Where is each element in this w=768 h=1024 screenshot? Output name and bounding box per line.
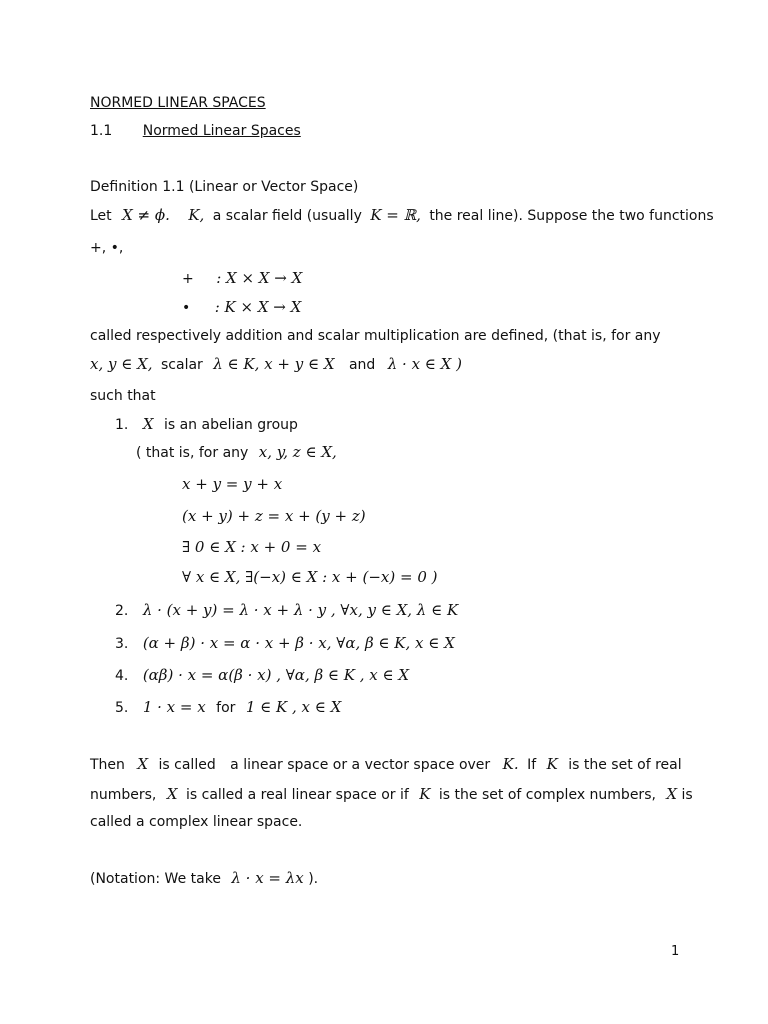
- x-nonempty: X ≠ ϕ.: [122, 206, 170, 224]
- scalar-mult-map: [182, 297, 301, 318]
- notation-math: λ · x = λx: [231, 869, 304, 887]
- axiom-item-5: [115, 697, 341, 718]
- then-line-3: called a complex linear space.: [90, 814, 303, 830]
- page-number: 1: [671, 944, 680, 959]
- notation-close: ).: [308, 871, 319, 887]
- closure-scalar-word: scalar: [161, 357, 203, 373]
- closure-sum: λ ∈ K, x + y ∈ X: [213, 355, 335, 373]
- then2-text: numbers,: [90, 787, 157, 803]
- scalar-mult-signature: : K × X → X: [214, 298, 302, 316]
- axiom-item-1: [115, 414, 298, 435]
- called-line: called respectively addition and scalar multiplication are defined, (that is, for any: [90, 328, 661, 344]
- axiom-item-4: [115, 665, 409, 686]
- item-number: 3.: [115, 636, 129, 652]
- item-math: (α + β) · x = α · x + β · x, ∀α, β ∈ K, x ∈ X: [142, 634, 455, 652]
- definition-title: Definition 1.1 (Linear or Vector Space): [90, 179, 359, 195]
- abelian-intro-vars: x, y, z ∈ X,: [258, 443, 337, 461]
- item-math: λ · (x + y) = λ · x + λ · y , ∀x, y ∈ X, λ ∈ K: [142, 601, 459, 619]
- then-text-c: a linear space or a vector space over: [230, 757, 491, 773]
- such-that-line: such that: [90, 388, 156, 404]
- axiom-associative: (x + y) + z = x + (y + z): [182, 507, 366, 525]
- item-number: 4.: [115, 668, 129, 684]
- let-text: Let: [90, 208, 112, 224]
- let-text-b: a scalar field (usually: [212, 208, 362, 224]
- then-text: Then: [90, 757, 125, 773]
- plus-symbol: +: [182, 271, 194, 287]
- then-text-d: If: [527, 757, 537, 773]
- closure-product: λ · x ∈ X ): [387, 355, 462, 373]
- item-text: is an abelian group: [163, 417, 298, 433]
- then2-text-d: is: [681, 787, 693, 803]
- then2-text-c: is the set of complex numbers,: [438, 787, 656, 803]
- item-number: 1.: [115, 417, 129, 433]
- item-math: 1 · x = x: [142, 698, 206, 716]
- let-line: [90, 205, 714, 226]
- item-math: X: [142, 415, 154, 433]
- section-heading: [90, 121, 301, 141]
- then-text-e: is the set of real: [568, 757, 682, 773]
- notation-line: [90, 868, 318, 889]
- closure-xy: x, y ∈ X,: [90, 355, 153, 373]
- axiom-inverse: ∀ x ∈ X, ∃(−x) ∈ X : x + (−x) = 0 ): [182, 568, 438, 586]
- then-line-2: [90, 784, 693, 805]
- abelian-intro: [136, 442, 337, 463]
- section-number: 1.1: [90, 123, 113, 139]
- axiom-identity: ∃ 0 ∈ X : x + 0 = x: [182, 538, 322, 556]
- then2-x2: X: [666, 785, 678, 803]
- chapter-heading: NORMED LINEAR SPACES: [90, 95, 266, 111]
- axiom-item-2: [115, 600, 458, 621]
- item-math: (αβ) · x = α(β · x) , ∀α, β ∈ K , x ∈ X: [142, 666, 410, 684]
- closure-and: and: [348, 357, 376, 373]
- addition-signature: : X × X → X: [216, 269, 303, 287]
- closure-line: [90, 354, 462, 375]
- then-x: X: [137, 755, 149, 773]
- then-text-b: is called: [158, 757, 216, 773]
- operations-line: +, •,: [90, 240, 124, 256]
- let-text-c: the real line). Suppose the two functions: [429, 208, 714, 224]
- dot-symbol: •: [182, 300, 191, 316]
- axiom-commutative: x + y = y + x: [182, 475, 283, 493]
- then2-x: X: [166, 785, 178, 803]
- k-equals-r: K = ℝ,: [370, 206, 421, 224]
- k-field: K,: [188, 206, 205, 224]
- then-line-1: [90, 754, 682, 775]
- then-k: K.: [502, 755, 519, 773]
- item-text: for: [216, 700, 236, 716]
- then-k2: K: [546, 755, 558, 773]
- item-number: 2.: [115, 603, 129, 619]
- then2-k: K: [419, 785, 431, 803]
- item-math-post: 1 ∈ K , x ∈ X: [245, 698, 342, 716]
- section-title: Normed Linear Spaces: [142, 123, 301, 139]
- then2-text-b: is called a real linear space or if: [185, 787, 409, 803]
- abelian-intro-text: ( that is, for any: [136, 445, 249, 461]
- item-number: 5.: [115, 700, 129, 716]
- addition-map: [182, 268, 302, 289]
- notation-text: (Notation: We take: [90, 871, 221, 887]
- axiom-item-3: [115, 633, 455, 654]
